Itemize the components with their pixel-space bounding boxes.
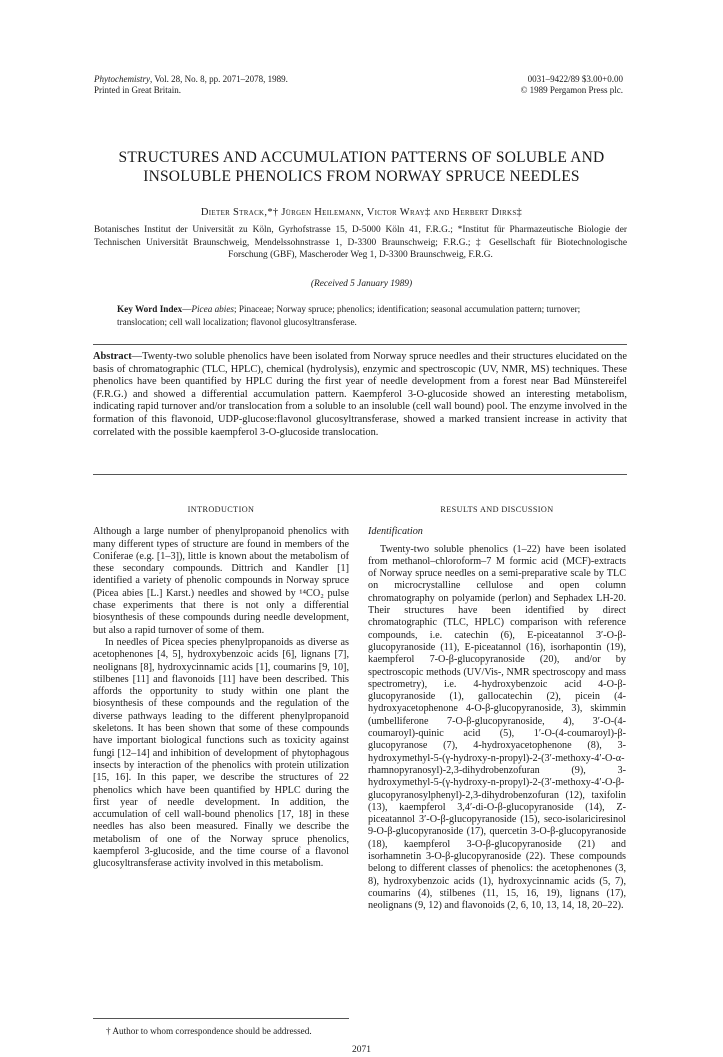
abstract-bottom-rule	[93, 474, 627, 475]
identification-subheading: Identification	[368, 526, 423, 538]
introduction-heading: INTRODUCTION	[187, 505, 255, 514]
footnote-rule	[93, 1018, 349, 1019]
left-column	[93, 504, 349, 871]
paper-title	[60, 148, 663, 186]
author-list: Dieter Strack,*† Jürgen Heilemann, Victor Wray‡ and Herbert Dirks‡	[200, 207, 523, 218]
keyword-index	[117, 303, 623, 328]
received-date: (Received 5 January 1989)	[310, 279, 413, 289]
printed-in: Printed in Great Britain.	[94, 85, 181, 95]
abstract	[93, 351, 627, 439]
abstract-label: Abstract	[93, 351, 132, 362]
right-column	[368, 504, 626, 913]
correspondence-footnote: † Author to whom correspondence should be addressed.	[106, 1026, 312, 1036]
keyword-dash: —	[182, 304, 192, 314]
title-line-2: INSOLUBLE PHENOLICS FROM NORWAY SPRUCE NEEDLES	[143, 168, 580, 185]
title-line-1: STRUCTURES AND ACCUMULATION PATTERNS OF SOLUBLE AND	[118, 149, 605, 166]
issn-code: 0031–9422/89 $3.00+0.00	[527, 74, 623, 84]
page-number: 2071	[352, 1045, 371, 1055]
abstract-text: —Twenty-two soluble phenolics have been isolated from Norway spruce needles and their structures elucidated on the basis of chromatographic (TLC, HPLC), chemical (hydrolysis), enzymic and spectroscopic (UV, NMR, MS) techniques. These phenolics have been quantified by HPLC during the first year of needle development from a forest near Bad Münstereifel (F.R.G.) and showed a differential accumulation pattern. Kaempferol 3-O-glucoside showed an interesting metabolism, indicating rapid turnover and/or translocation from a soluble to an insoluble (cell wall bound) pool. The enzyme involved in the formation of this flavonoid, UDP-glucose:flavonol glucosyltransferase, showed a marked transient increase in activity that correlated with the possible kaempferol 3-O-glucoside translocation.	[93, 351, 627, 438]
results-paragraph-1: Twenty-two soluble phenolics (1–22) have been isolated from methanol–chloroform–7 M formic acid (MCF)-extracts of Norway spruce needles on a semi-preparative scale by TLC on microcrystalline cellulose and open column chromatography on polyamide (perlon) and Sephadex LH-20. Their structures have been identified by direct chromatographic (TLC, HPLC) comparison with reference compounds, i.e. catechin (6), E-piceatannol 3′-O-β-glucopyranoside (11), E-piceatannol (16), isorhapontin (19), kaempferol 7-O-β-glucopyranoside (20), and/or by spectroscopic methods (UV/Vis-, NMR spectroscopy and mass spectrometry), i.e. 4-hydroxybenzoic acid 4-O-β-glucopyranoside (1), gallocatechin (2), picein (4-hydroxyacetophenone 4-O-β-glucopyranoside, 3), skimmin (umbelliferone 7-O-β-glucopyranoside, 4), 3′-O-(4-coumaroyl)-quinic acid (5), 1′-O-(4-coumaroyl)-β-glucopyranose (7), 4-hydroxyacetophenone (8), 3-hydroxymethyl-5-(γ-hydroxy-n-propyl)-2-(3′-methoxy-4′-O-α-rhamnopyranosyl)-2,3-dihydrobenzofuran (9), 3-hydroxymethyl-5-(γ-hydroxy-n-propyl)-2-(3′-methoxy-4′-O-β-glucopyranosylphenyl)-2,3-dihydrobenzofuran (12), taxifolin (13), kaempferol 3,4′-di-O-β-glucopyranoside (14), Z-piceatannol 3′-O-β-glucopyranoside (15), seco-isolariciresinol 9-O-β-glucopyranoside (17), quercetin 3-O-β-glucopyranoside (18), kaempferol 3-O-β-glucopyranoside (21) and isorhamnetin 3-O-β-glucopyranoside (22). These compounds belong to different classes of phenolics: the acetophenones (3, 8), hydroxybenzoic acids (1), hydroxycinnamic acids (5, 7), coumarins (4), stilbenes (11, 15, 16, 19), lignans (17), neolignans (9, 12) and flavonoids (2, 6, 10, 13, 14, 18, 20–22).	[368, 543, 626, 912]
journal-name: Phytochemistry	[94, 74, 150, 84]
results-heading: RESULTS AND DISCUSSION	[440, 505, 554, 514]
copyright-line: © 1989 Pergamon Press plc.	[520, 85, 623, 95]
intro-paragraph-2: In needles of Picea species phenylpropanoids as diverse as acetophenones [4, 5], hydroxybenzoic acids [6], lignans [7], neolignans [8], hydroxycinnamic acids [1], coumarins [9, 10], stilbenes [11] and flavonoids [11] have been described. This affords the opportunity to study within one plant the biosynthesis of these compounds and the regulation of the diverse pathways leading to the different phenylpropanoid skeletons. It has been shown that some of these compounds have important biological functions such as toxicity against fungi [12–14] and inhibition of development of phytophagous insects by interaction of the phenolics with protein utilization [15, 16]. In this paper, we describe the structures of 22 phenolics which have been quantified by HPLC during the first year of needle development. In addition, the accumulation of cell wall-bound phenolics [17, 18] in these needles has also been measured. Finally we describe the metabolism of one of the Norway spruce phenolics, kaempferol 3-glucoside, and the time course of a flavonol glucosyltransferase activity involved in this metabolism.	[93, 636, 349, 870]
keyword-list: ; Pinaceae; Norway spruce; phenolics; identification; seasonal accumulation pattern; turnover; translocation; cell wall localization; flavonol glucosyltransferase.	[117, 304, 581, 327]
intro-paragraph-1: Although a large number of phenylpropanoid phenolics with many different types of structure are found in members of the Coniferae (e.g. [1–3]), little is known about the metabolism of these secondary compounds. Dittrich and Kandler [1] identified a variety of phenolic compounds in Norway spruce (Picea abies [L.] Karst.) needles and showed by ¹⁴CO₂ pulse chase experiments that there is not only a differential biosynthesis of these compounds during needle development, but also a rapid turnover of some of them.	[93, 526, 349, 636]
publisher-header	[521, 74, 623, 96]
journal-citation: , Vol. 28, No. 8, pp. 2071–2078, 1989.	[149, 74, 288, 84]
journal-header	[94, 74, 288, 96]
abstract-top-rule	[93, 344, 627, 345]
keyword-label: Key Word Index	[117, 304, 183, 314]
keyword-species: Picea abies	[191, 304, 234, 314]
affiliations: Botanisches Institut der Universität zu Köln, Gyrhofstrasse 15, D-5000 Köln 41, F.R.G.; *Institut für Pharmazeutische Biologie der Technischen Universität Braunschweig, Mendelssohnstrasse 1, D-3300 Braunschweig; F.R.G.; ‡ Gesellschaft für Biotechnologische Forschung (GBF), Mascheroder Weg 1, D-3300 Braunschweig, F.R.G.	[94, 225, 627, 260]
